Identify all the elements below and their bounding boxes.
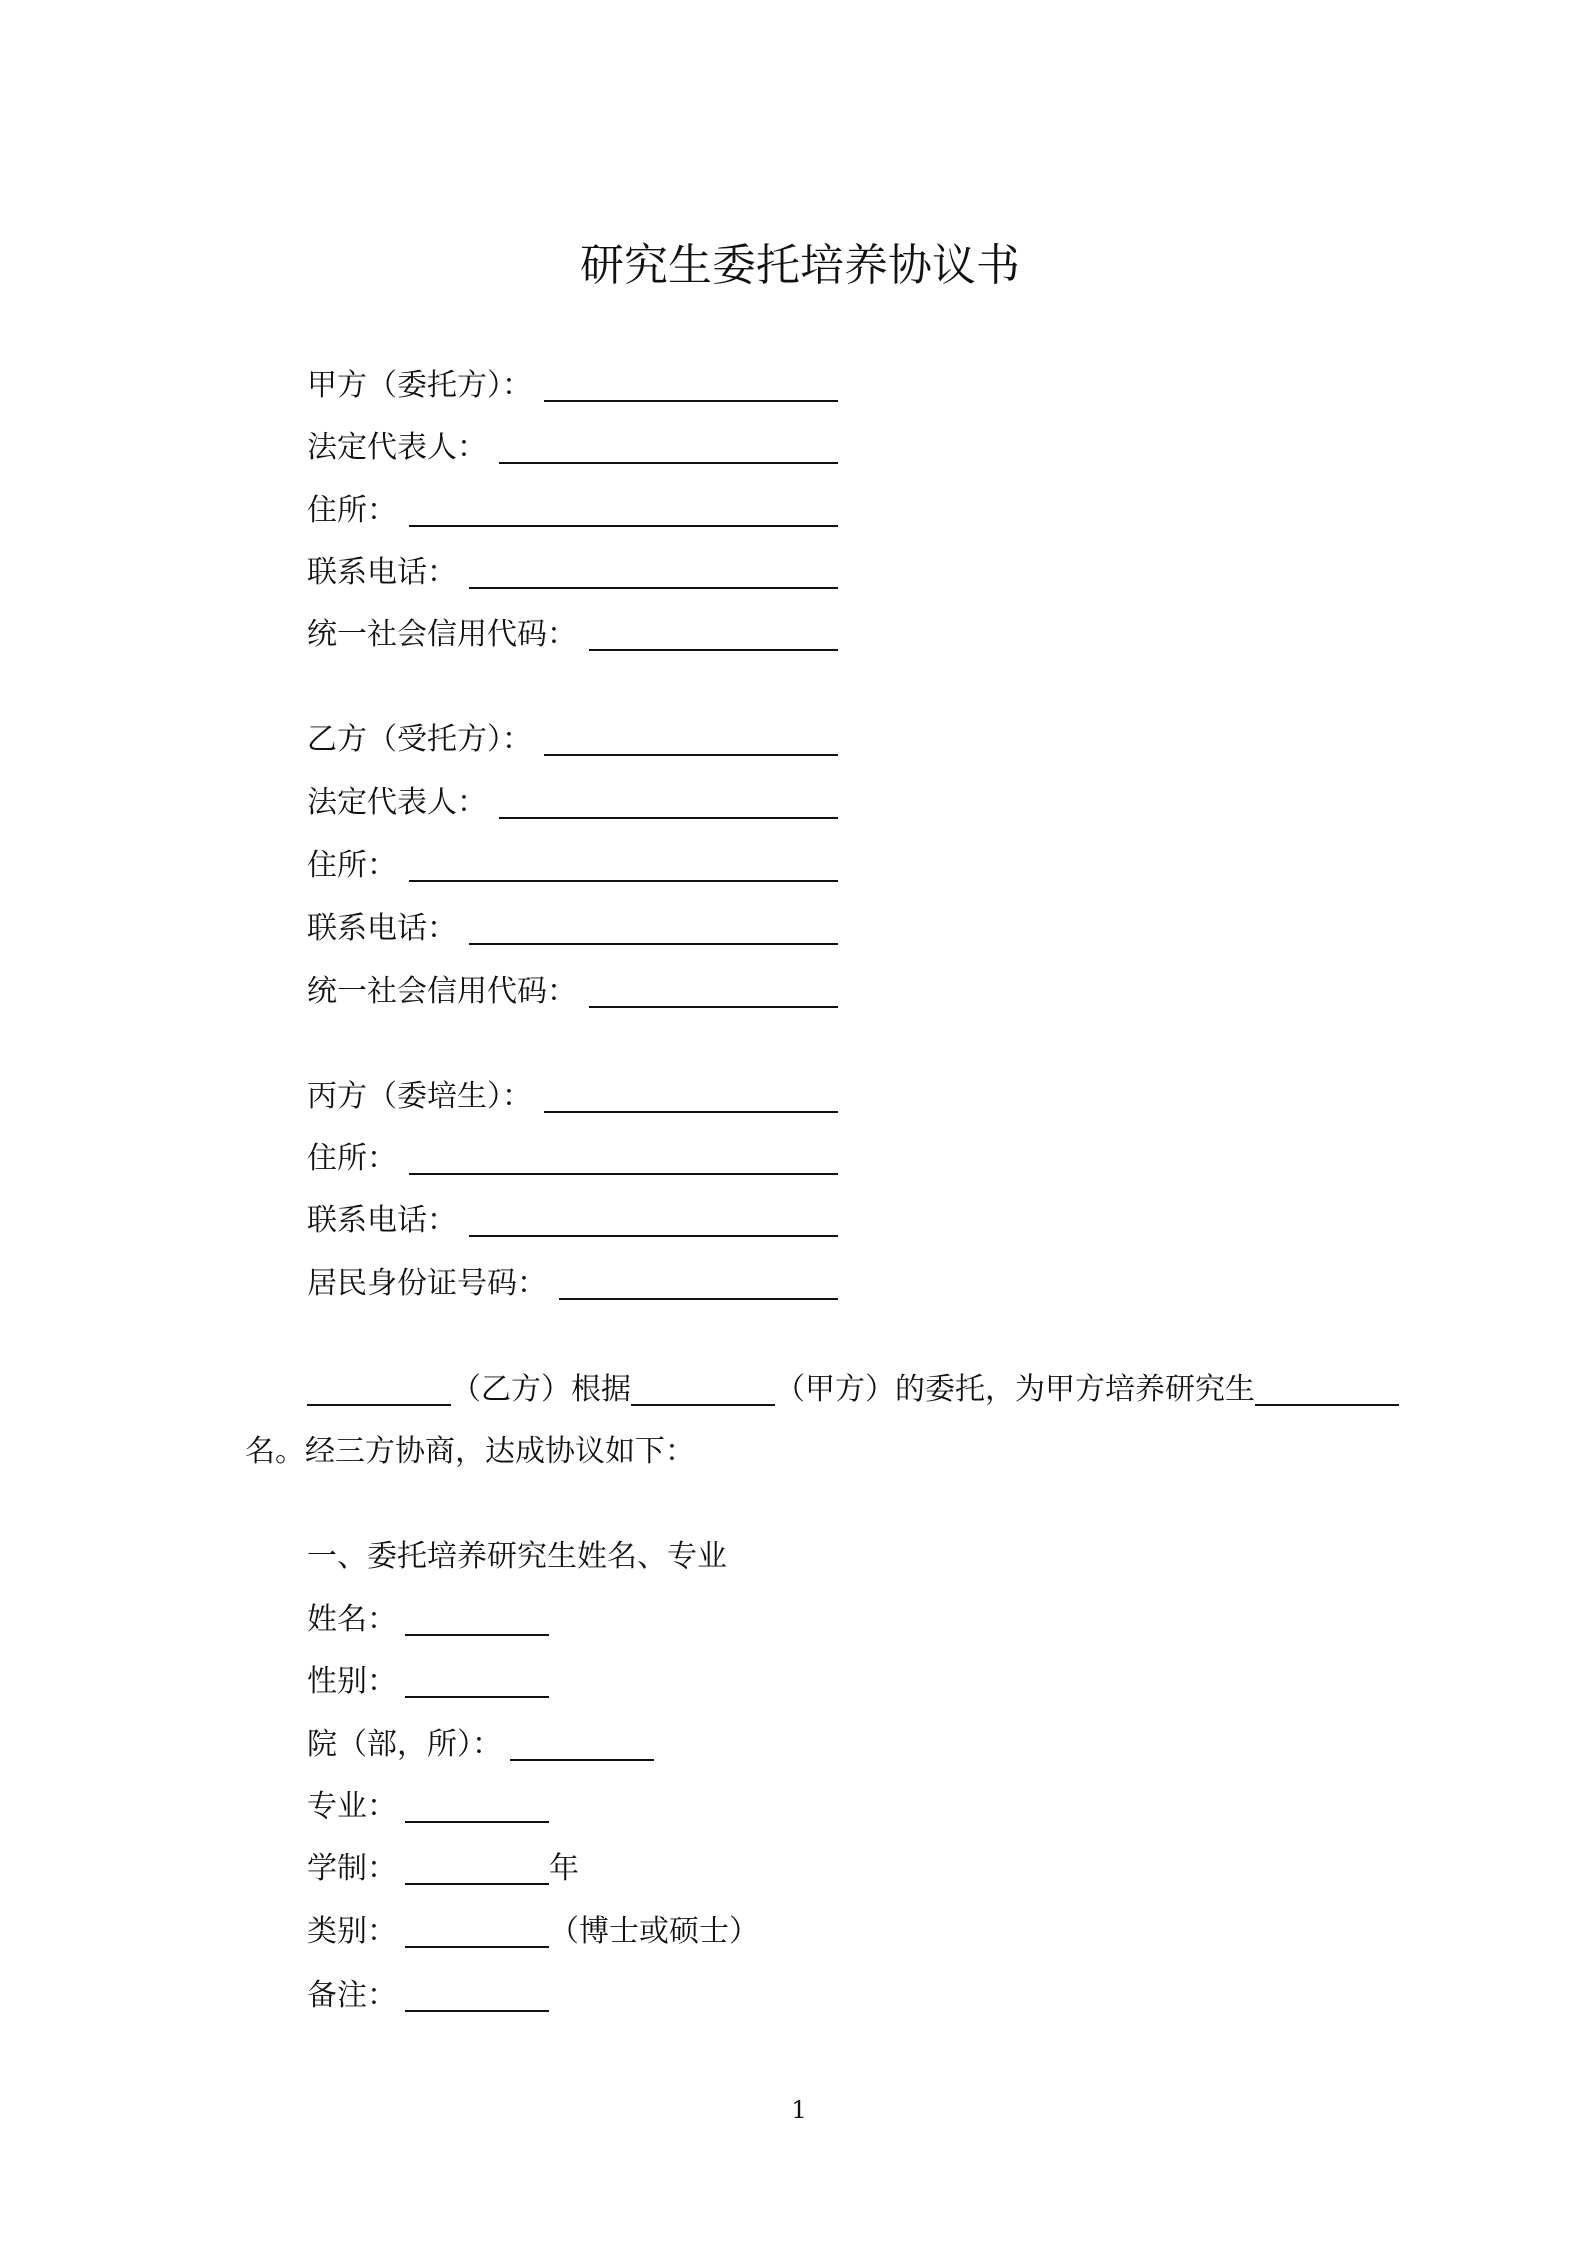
field-blank-line[interactable] [469,1205,838,1237]
field-label: 专业： [307,1789,397,1824]
field-blank-line[interactable] [409,495,838,527]
section1-field-row [307,1912,759,1952]
party_a-field-row [307,491,838,531]
field-blank-line[interactable] [409,1143,838,1175]
party_b-field-row [307,972,838,1012]
party_b-field-row [307,720,838,760]
field-label: 联系电话： [307,1203,457,1238]
field-label: 住所： [307,1141,397,1176]
party_c-field-row [307,1264,838,1304]
field-label: 居民身份证号码： [307,1266,547,1301]
party_c-field-row [307,1201,838,1241]
intro-paragraph-line2: 名。经三方协商，达成协议如下： [245,1434,695,1469]
field-label: 乙方（受托方）： [307,722,532,757]
party_a-field-row [307,615,838,655]
field-label: 住所： [307,493,397,528]
party_b-field-row [307,783,838,823]
field-blank-line[interactable] [589,619,838,651]
section1-field-row [307,1662,549,1702]
field-label: 性别： [307,1664,397,1699]
party_b-field-row [307,909,838,949]
intro-text-2: （甲方）的委托，为甲方培养研究生 [775,1372,1255,1407]
field-blank-line[interactable] [405,1666,549,1698]
field-blank-line[interactable] [499,787,838,819]
party_c-field-row [307,1077,838,1117]
section1-heading: 一、委托培养研究生姓名、专业 [307,1539,727,1574]
field-blank-line[interactable] [409,850,838,882]
field-blank-line[interactable] [544,1081,838,1113]
field-blank-line[interactable] [544,724,838,756]
field-blank-line[interactable] [499,432,838,464]
field-label: 丙方（委培生）： [307,1079,532,1114]
field-label: 院（部，所）： [307,1727,502,1762]
field-label: 学制： [307,1851,397,1886]
intro-text-1: （乙方）根据 [451,1372,631,1407]
field-blank-line[interactable] [469,913,838,945]
blank-student-count[interactable] [1255,1374,1399,1406]
field-label: 住所： [307,848,397,883]
field-label: 联系电话： [307,911,457,946]
field-label: 类别： [307,1914,397,1949]
section1-field-row [307,1976,549,2016]
field-blank-line[interactable] [544,370,838,402]
section1-field-row [307,1600,549,1640]
field-blank-line[interactable] [405,1853,549,1885]
field-blank-line[interactable] [405,1980,549,2012]
field-label: 甲方（委托方）： [307,368,532,403]
party_a-field-row [307,366,838,406]
field-blank-line[interactable] [405,1916,549,1948]
party_a-field-row [307,553,838,593]
intro-paragraph-line1 [307,1370,1399,1410]
field-blank-line[interactable] [405,1791,549,1823]
party_c-field-row [307,1139,838,1179]
field-label: 法定代表人： [307,785,487,820]
blank-party-b[interactable] [307,1374,451,1406]
section1-field-row [307,1849,579,1889]
field-blank-line[interactable] [589,976,838,1008]
field-label: 姓名： [307,1602,397,1637]
document-title: 研究生委托培养协议书 [580,240,1020,291]
field-label: 统一社会信用代码： [307,617,577,652]
field-suffix: （博士或硕士） [549,1914,759,1949]
field-label: 统一社会信用代码： [307,974,577,1009]
field-blank-line[interactable] [405,1604,549,1636]
party_a-field-row [307,428,838,468]
blank-party-a[interactable] [631,1374,775,1406]
field-suffix: 年 [549,1851,579,1886]
field-label: 备注： [307,1978,397,2013]
field-label: 联系电话： [307,555,457,590]
field-blank-line[interactable] [469,557,838,589]
section1-field-row [307,1787,549,1827]
field-blank-line[interactable] [559,1268,838,1300]
section1-field-row [307,1725,654,1765]
page-number: 1 [791,2096,807,2124]
field-blank-line[interactable] [510,1729,654,1761]
field-label: 法定代表人： [307,430,487,465]
party_b-field-row [307,846,838,886]
